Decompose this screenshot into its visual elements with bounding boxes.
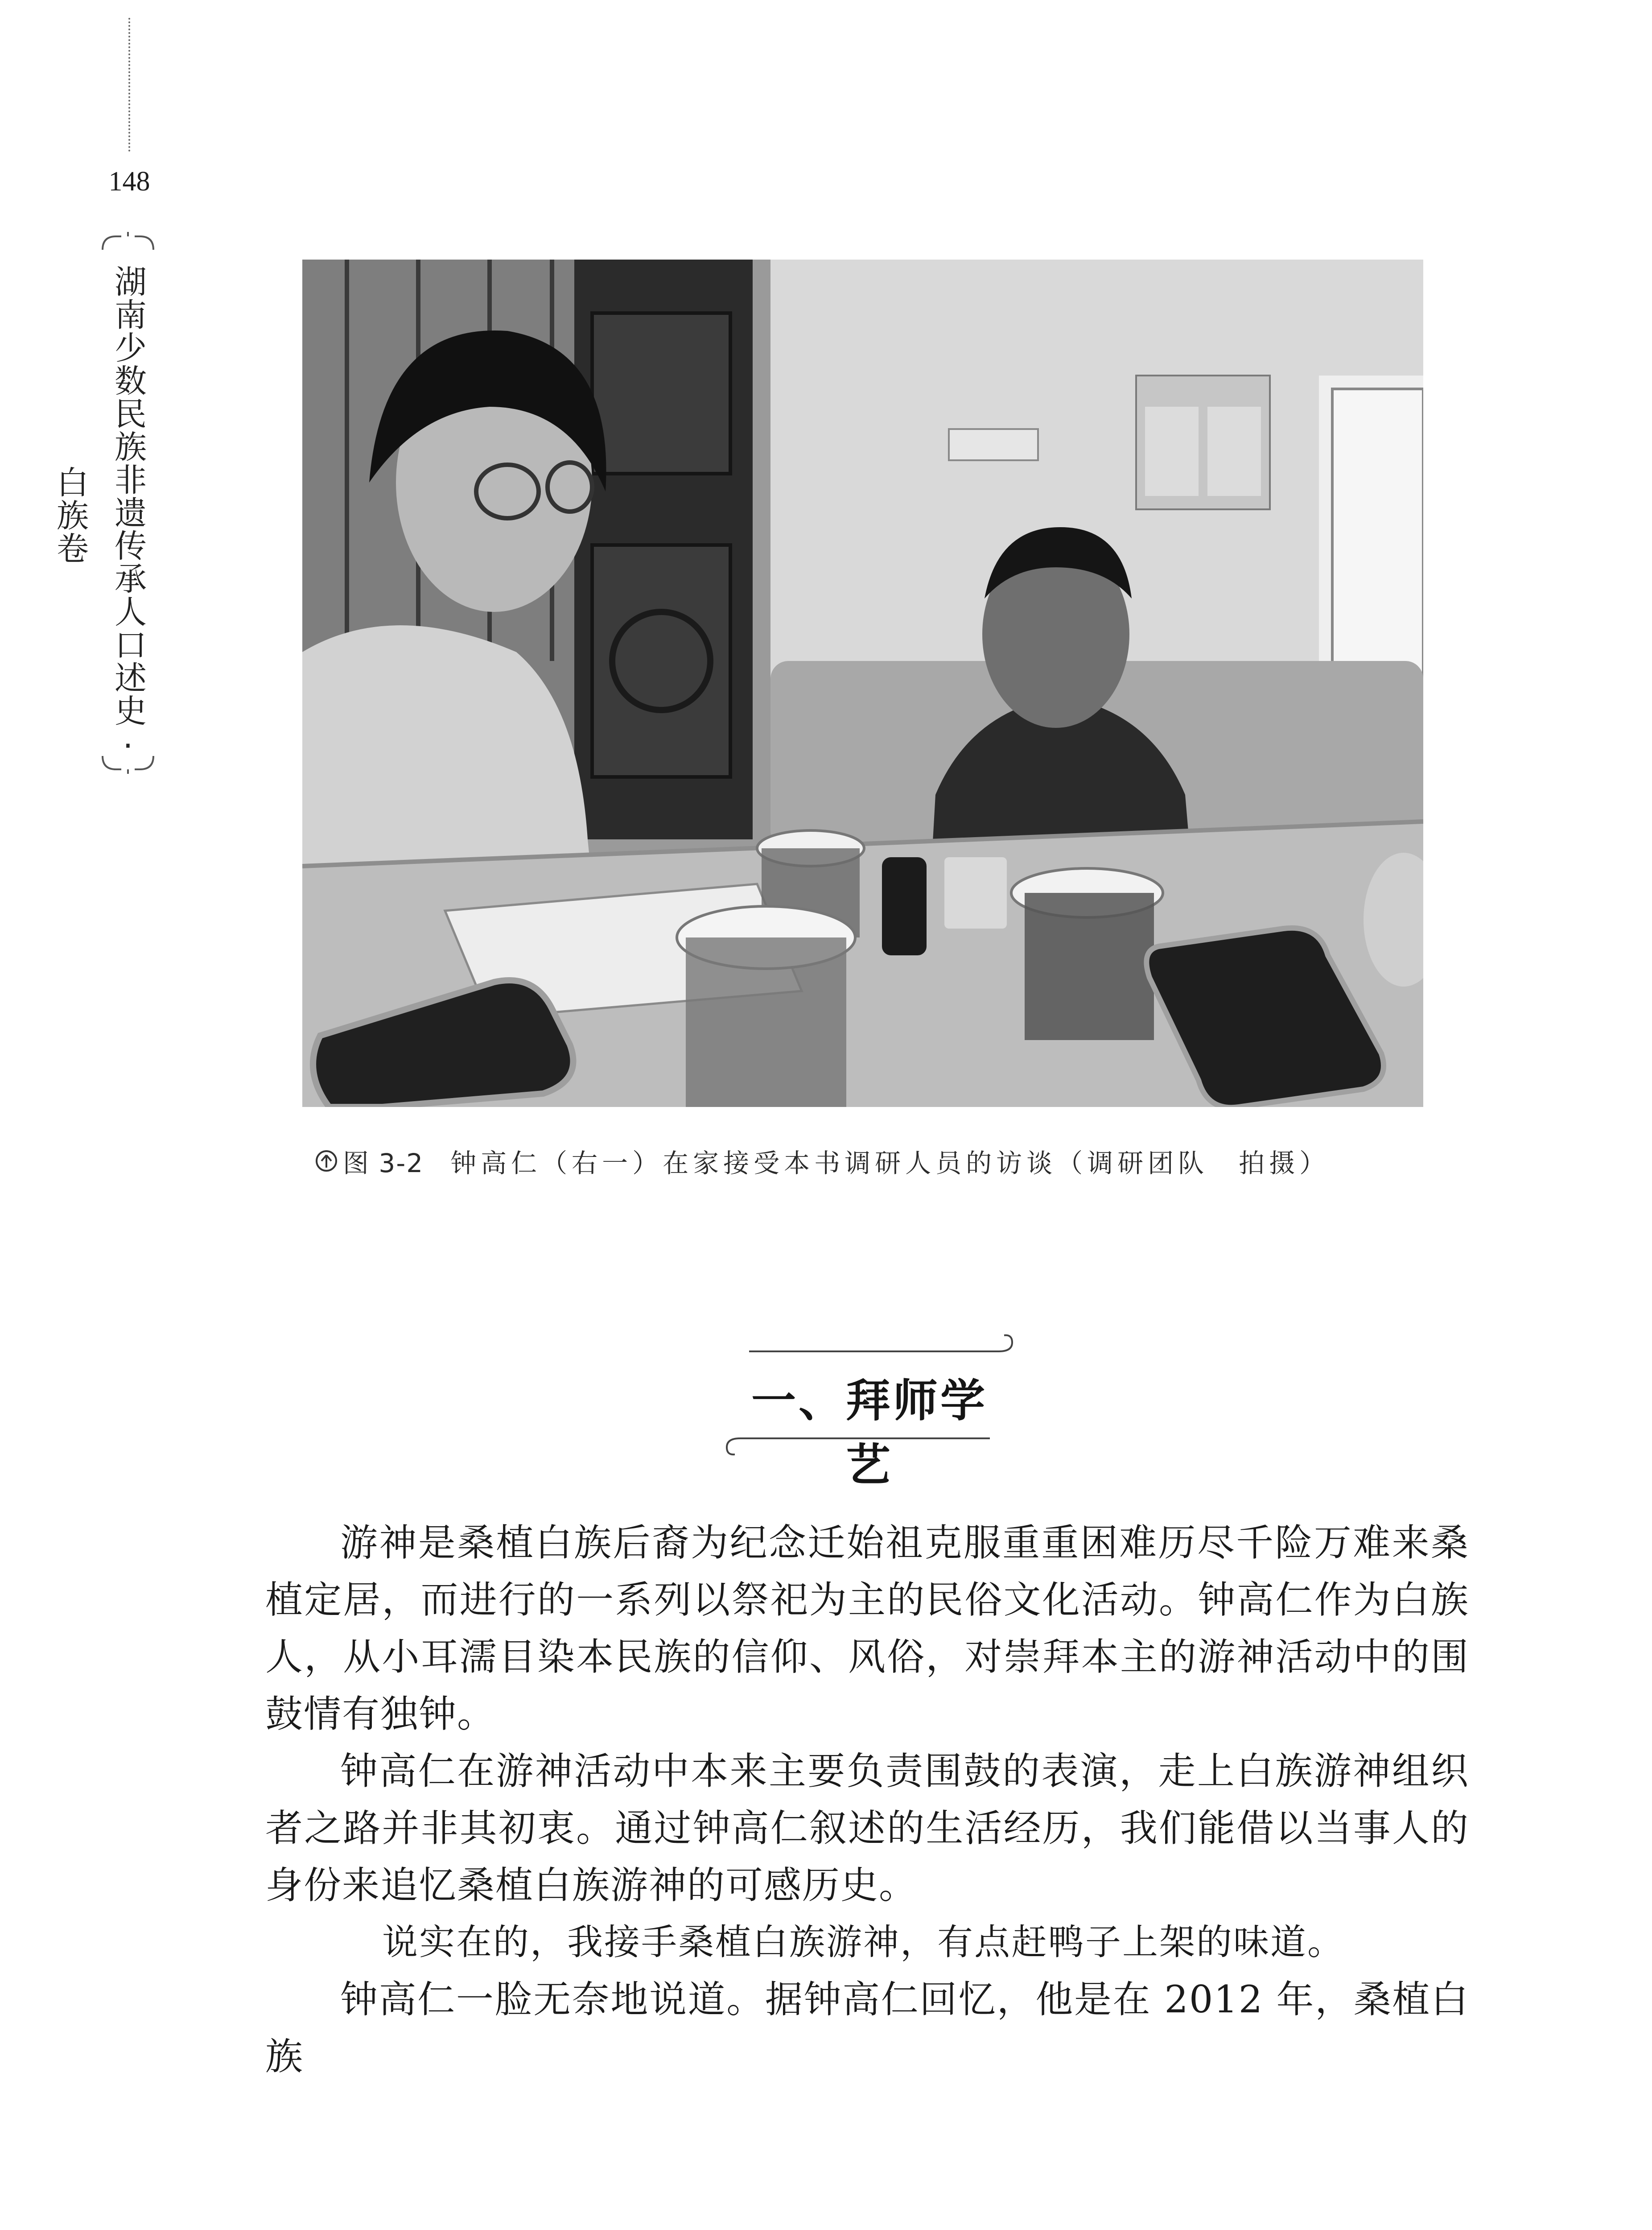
figure-caption-text: 钟高仁（右一）在家接受本书调研人员的访谈（调研团队 拍摄）: [450, 1148, 1330, 1178]
paragraph: 游神是桑植白族后裔为纪念迁始祖克服重重困难历尽千险万难来桑植定居，而进行的一系列以祭祀为主的民俗文化活动。钟高仁作为白族人，从小耳濡目染本民族的信仰、风俗，对崇拜本主的游神活动中的围鼓情有独钟。: [265, 1521, 1469, 1736]
book-title: 湖南少数民族非遗传承人口述史·白族卷: [51, 265, 147, 765]
paragraph: 钟高仁在游神活动中本来主要负责围鼓的表演，走上白族游神组织者之路并非其初衷。通过钟高仁叙述的生活经历，我们能借以当事人的身份来追忆桑植白族游神的可感历史。: [265, 1749, 1469, 1907]
interview-photo: [302, 260, 1423, 1107]
page-number: 148: [108, 166, 150, 197]
figure-caption: [314, 1141, 1429, 1181]
quote-paragraph: 说实在的，我接手桑植白族游神，有点赶鸭子上架的味道。: [382, 1921, 1344, 1963]
section-title: 一、拜师学艺: [751, 1375, 988, 1491]
body-text: [265, 1514, 1469, 2085]
figure-label: 图 3-2: [343, 1148, 424, 1178]
margin-dotted-line-top: [128, 18, 130, 152]
paragraph: 钟高仁一脸无奈地说道。据钟高仁回忆，他是在 2012 年，桑植白族: [265, 1978, 1469, 2078]
up-arrow-circle-icon: [314, 1149, 338, 1173]
running-header: [51, 232, 157, 774]
section-heading: [713, 1329, 1026, 1491]
